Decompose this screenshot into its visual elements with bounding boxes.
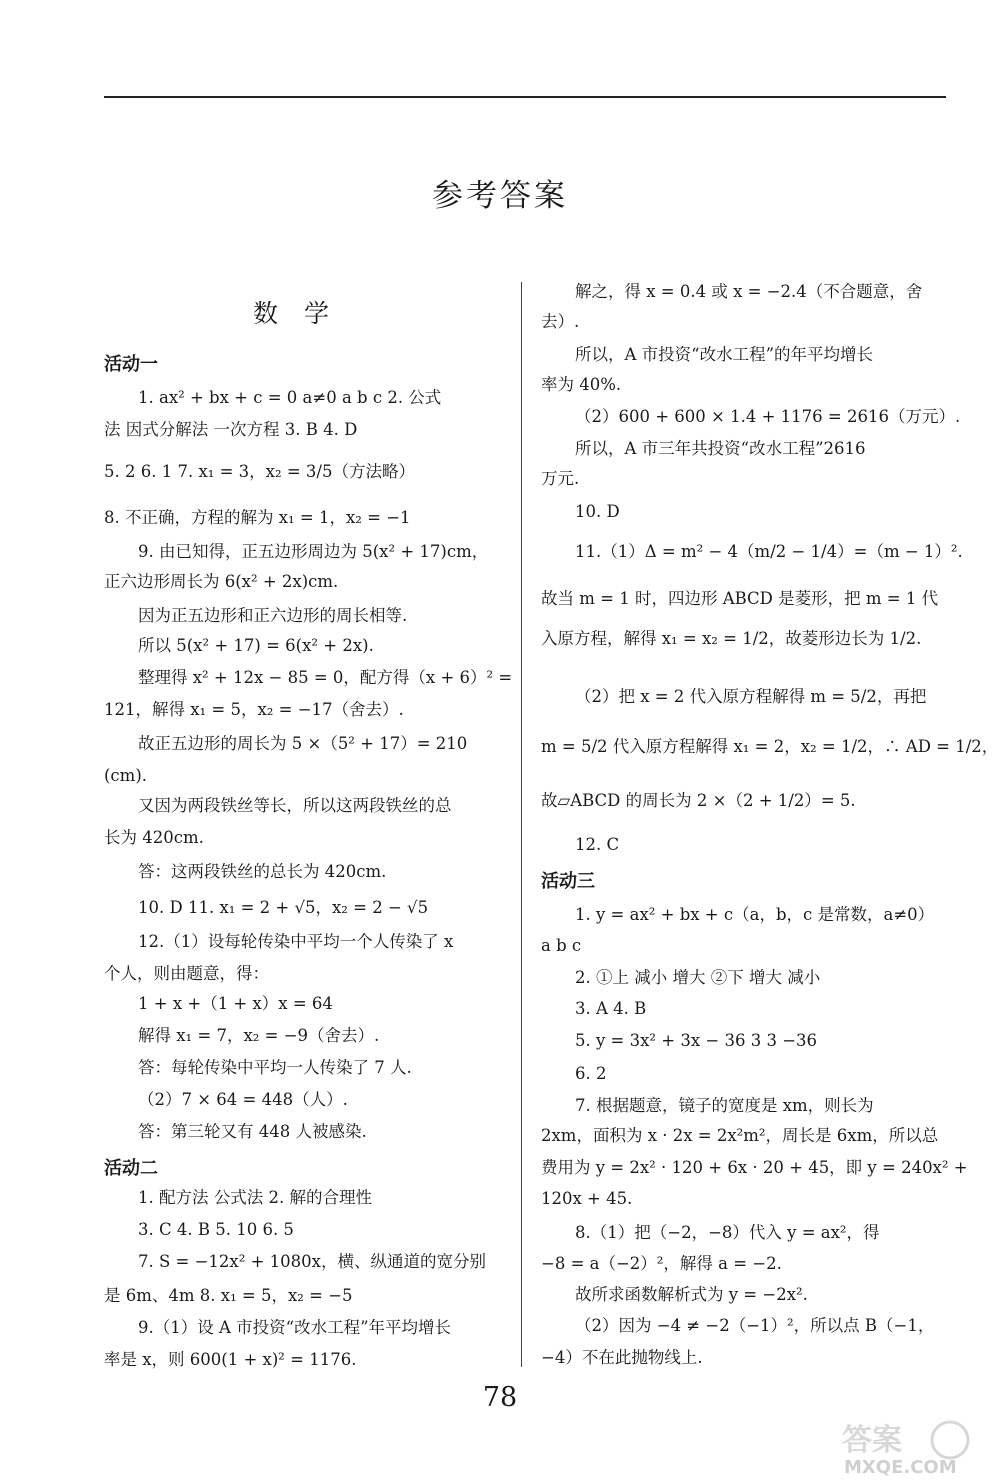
answer-line: 故正五边形的周长为 5 ×（5² + 17）= 210 bbox=[138, 734, 468, 753]
svg-text:答案: 答案 bbox=[842, 1423, 902, 1458]
answer-line: 答：这两段铁丝的总长为 420cm. bbox=[138, 862, 387, 881]
answer-line: 个人，则由题意，得： bbox=[104, 964, 269, 983]
answer-line: (cm). bbox=[104, 766, 148, 785]
answer-line: 2xm，面积为 x · 2x = 2x²m²，周长是 6xm，所以总 bbox=[541, 1126, 939, 1145]
section-heading: 活动一 bbox=[104, 354, 158, 375]
column-divider bbox=[521, 282, 522, 1367]
answer-line: 3. C 4. B 5. 10 6. 5 bbox=[138, 1220, 294, 1239]
answer-line: 整理得 x² + 12x − 85 = 0，配方得（x + 6）² = bbox=[138, 668, 513, 687]
answer-line: 12.（1）设每轮传染中平均一个人传染了 x bbox=[138, 932, 454, 951]
answer-line: 3. A 4. B bbox=[575, 999, 647, 1018]
answer-line: 10. D 11. x₁ = 2 + √5，x₂ = 2 − √5 bbox=[138, 898, 429, 917]
answer-line: 9. 由已知得，正五边形周边为 5(x² + 17)cm， bbox=[138, 542, 489, 561]
page-number: 78 bbox=[482, 1382, 518, 1413]
top-rule bbox=[104, 96, 946, 98]
answer-line: 所以 5(x² + 17) = 6(x² + 2x). bbox=[138, 636, 374, 655]
answer-line: 2. ①上 减小 增大 ②下 增大 减小 bbox=[575, 968, 821, 987]
answer-line: 1. y = ax² + bx + c（a，b，c 是常数，a≠0） bbox=[575, 905, 935, 924]
answer-line: 解得 x₁ = 7，x₂ = −9（舍去）. bbox=[138, 1026, 380, 1045]
answer-line: 1. 配方法 公式法 2. 解的合理性 bbox=[138, 1188, 372, 1207]
answer-line: 7. 根据题意，镜子的宽度是 xm，则长为 bbox=[575, 1096, 874, 1115]
answer-line: 7. S = −12x² + 1080x，横、纵通道的宽分别 bbox=[138, 1252, 486, 1271]
answer-line: （2）7 × 64 = 448（人）. bbox=[138, 1090, 348, 1109]
answer-line: 8.（1）把（−2，−8）代入 y = ax²，得 bbox=[575, 1223, 880, 1242]
answer-line: a b c bbox=[541, 936, 582, 955]
answer-line: 答：第三轮又有 448 人被感染. bbox=[138, 1122, 367, 1141]
answer-line: 11.（1）Δ = m² − 4（m/2 − 1/4）=（m − 1）². bbox=[575, 542, 963, 561]
answer-line: 故所求函数解析式为 y = −2x². bbox=[575, 1285, 808, 1304]
answer-line: 因为正五边形和正六边形的周长相等. bbox=[138, 606, 408, 625]
answer-line: （2）把 x = 2 代入原方程解得 m = 5/2，再把 bbox=[575, 687, 927, 706]
answer-line: 6. 2 bbox=[575, 1064, 607, 1083]
answer-line: −8 = a（−2）²，解得 a = −2. bbox=[541, 1254, 782, 1273]
answer-line: 率为 40%. bbox=[541, 375, 622, 394]
answer-line: 答：每轮传染中平均一人传染了 7 人. bbox=[138, 1058, 412, 1077]
answer-line: 故当 m = 1 时，四边形 ABCD 是菱形，把 m = 1 代 bbox=[541, 589, 939, 608]
section-heading: 活动二 bbox=[104, 1158, 158, 1179]
answer-line: （2）600 + 600 × 1.4 + 1176 = 2616（万元）. bbox=[575, 407, 961, 426]
answer-line: 是 6m、4m 8. x₁ = 5，x₂ = −5 bbox=[104, 1286, 353, 1305]
answer-line: 9.（1）设 A 市投资“改水工程”年平均增长 bbox=[138, 1318, 452, 1337]
answer-line: 去）. bbox=[541, 312, 580, 331]
answer-line: 10. D bbox=[575, 502, 620, 521]
answer-line: 长为 420cm. bbox=[104, 828, 204, 847]
answer-line: 5. 2 6. 1 7. x₁ = 3，x₂ = 3/5（方法略） bbox=[104, 462, 415, 481]
answer-line: 121，解得 x₁ = 5，x₂ = −17（舍去）. bbox=[104, 700, 404, 719]
answer-line: 1. ax² + bx + c = 0 a≠0 a b c 2. 公式 bbox=[138, 388, 442, 407]
answer-line: 所以，A 市投资“改水工程”的年平均增长 bbox=[575, 345, 874, 364]
answer-line: 12. C bbox=[575, 835, 620, 854]
answer-line: −4）不在此抛物线上. bbox=[541, 1348, 703, 1367]
page-title: 参考答案 bbox=[432, 178, 568, 214]
answer-line: 法 因式分解法 一次方程 3. B 4. D bbox=[104, 420, 358, 439]
answer-line: 1 + x +（1 + x）x = 64 bbox=[138, 994, 333, 1013]
answer-line: 解之，得 x = 0.4 或 x = −2.4（不合题意，舍 bbox=[575, 282, 923, 301]
answer-line: 5. y = 3x² + 3x − 36 3 3 −36 bbox=[575, 1031, 818, 1050]
answer-line: 率是 x，则 600(1 + x)² = 1176. bbox=[104, 1350, 357, 1369]
answer-line: 所以，A 市三年共投资“改水工程”2616 bbox=[575, 439, 866, 458]
answer-line: m = 5/2 代入原方程解得 x₁ = 2，x₂ = 1/2，∴ AD = 1/2， bbox=[541, 737, 999, 756]
answer-line: 正六边形周长为 6(x² + 2x)cm. bbox=[104, 572, 339, 591]
answer-line: 120x + 45. bbox=[541, 1189, 633, 1208]
section-heading: 活动三 bbox=[541, 871, 595, 892]
subject-heading: 数学 bbox=[252, 299, 355, 328]
answer-line: 入原方程，解得 x₁ = x₂ = 1/2，故菱形边长为 1/2. bbox=[541, 629, 922, 648]
svg-text:MXQE.COM: MXQE.COM bbox=[844, 1457, 957, 1478]
answer-line: 费用为 y = 2x² · 120 + 6x · 20 + 45，即 y = 240x² + bbox=[541, 1158, 968, 1177]
watermark-logo bbox=[838, 1418, 988, 1478]
answer-line: 万元. bbox=[541, 469, 580, 488]
answer-line: （2）因为 −4 ≠ −2（−1）²，所以点 B（−1， bbox=[575, 1316, 935, 1335]
answer-line: 8. 不正确，方程的解为 x₁ = 1，x₂ = −1 bbox=[104, 508, 411, 527]
answer-line: 又因为两段铁丝等长，所以这两段铁丝的总 bbox=[138, 796, 452, 815]
answer-line: 故▱ABCD 的周长为 2 ×（2 + 1/2）= 5. bbox=[541, 791, 856, 810]
